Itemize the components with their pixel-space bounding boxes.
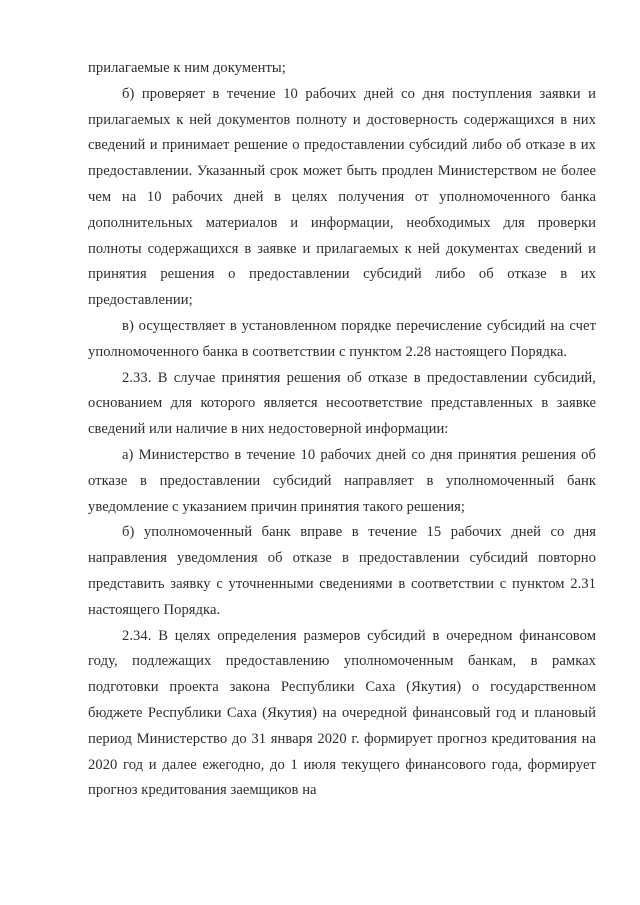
paragraph-item-b-resubmit: б) уполномоченный банк вправе в течение 15 рабочих дней со дня направления уведомления об отказе в предоставлении субсидий повторно представить заявку с уточненными сведениями в соответствии с пунктом 2.31 настоящего Порядка. [88,524,596,618]
paragraph-clause-2-33: 2.33. В случае принятия решения об отказе в предоставлении субсидий, основанием для которого является несоответствие представленных в заявке сведений или наличие в них недостоверной информации: [88,369,596,438]
document-body [88,56,596,804]
paragraph-item-a-notice: а) Министерство в течение 10 рабочих дней со дня принятия решения об отказе в предоставлении субсидий направляет в уполномоченный банк уведомление с указанием причин принятия такого решения; [88,446,596,515]
paragraph-item-v-transfer: в) осуществляет в установленном порядке перечисление субсидий на счет уполномоченного банка в соответствии с пунктом 2.28 настоящего Порядка. [88,317,596,360]
paragraph-item-b-check: б) проверяет в течение 10 рабочих дней со дня поступления заявки и прилагаемых к ней документов полноту и достоверность содержащихся в них сведений и принимает решение о предоставлении субсидий либо об отказе в их предоставлении. Указанный срок может быть продлен Министерством не более чем на 10 рабочих дней в целях получения от уполномоченного банка дополнительных материалов и информации, необходимых для проверки полноты содержащихся в заявке и прилагаемых к ней документах сведений и принятия решения о предоставлении субсидий либо об отказе в их предоставлении; [88,85,596,309]
paragraph-clause-2-34: 2.34. В целях определения размеров субсидий в очередном финансовом году, подлежащих предоставлению уполномоченным банкам, в рамках подготовки проекта закона Республики Саха (Якутия) о государственном бюджете Республики Саха (Якутия) на очередной финансовый год и плановый период Министерство до 31 января 2020 г. формирует прогноз кредитования на 2020 год и далее ежегодно, до 1 июля текущего финансового года, формирует прогноз кредитования заемщиков на [88,627,596,799]
paragraph-continuation: прилагаемые к ним документы; [88,60,286,76]
